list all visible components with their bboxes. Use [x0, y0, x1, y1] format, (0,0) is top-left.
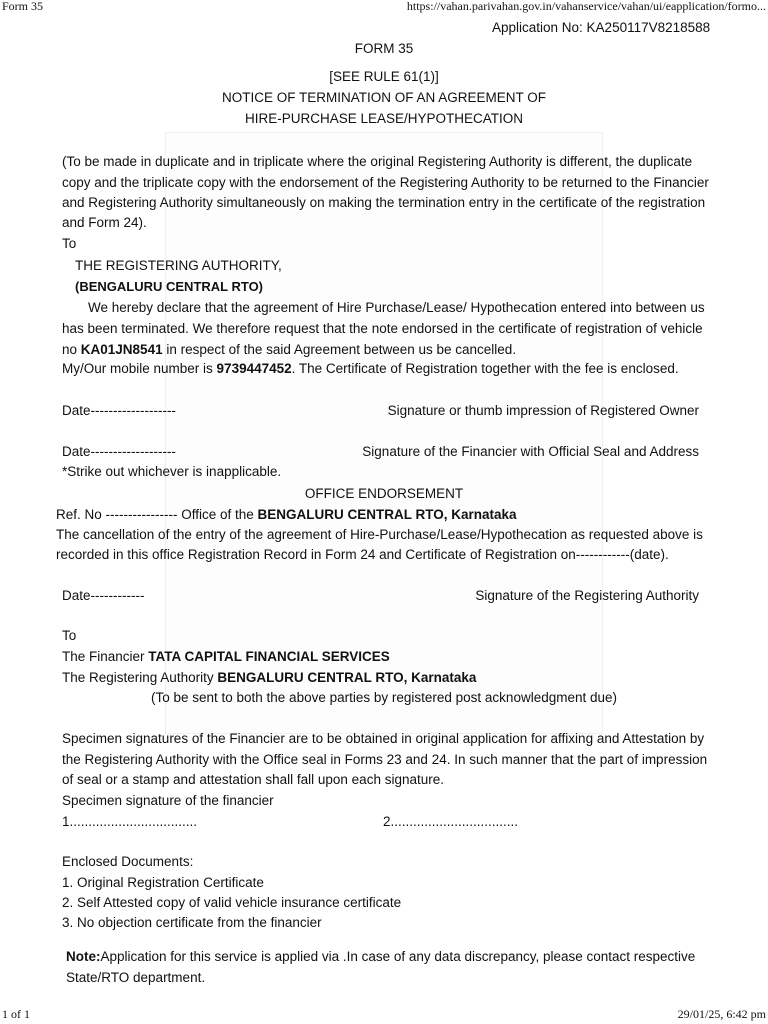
endorsement-line-1: The cancellation of the entry of the agreement of Hire-Purchase/Lease/Hypothecation as requested above is — [56, 527, 703, 542]
endorsement-office: BENGALURU CENTRAL RTO, Karnataka — [257, 507, 517, 522]
authority-line-1: THE REGISTERING AUTHORITY, — [75, 258, 282, 273]
specimen-label: Specimen signature of the financier — [62, 793, 274, 808]
print-footer-timestamp: 29/01/25, 6:42 pm — [677, 1007, 766, 1021]
intro-line-2: copy and the triplicate copy with the endorsement of the Registering Authority to be returned to the Financier — [62, 175, 709, 190]
declaration-line-1: We hereby declare that the agreement of Hire Purchase/Lease/ Hypothecation entered into between us — [88, 300, 705, 315]
financier-name: TATA CAPITAL FINANCIAL SERVICES — [148, 649, 390, 664]
mobile-suffix: . The Certificate of Registration together with the fee is enclosed. — [291, 361, 679, 376]
specimen-signature-2: 2.................................. — [383, 814, 519, 829]
declaration-line-3-prefix: no — [62, 342, 81, 357]
endorsement-line-2: recorded in this office Registration Record in Form 24 and Certificate of Registration on------------(date). — [56, 547, 669, 562]
recipient-financier-prefix: The Financier — [62, 649, 149, 664]
declaration-line-2: has been terminated. We therefore request that the note endorsed in the certificate of registration of vehicle — [62, 321, 703, 336]
recipient-authority-name: BENGALURU CENTRAL RTO, Karnataka — [217, 670, 477, 685]
declaration-line-3 — [62, 342, 516, 357]
print-header-url: https://vahan.parivahan.gov.in/vahanservice/vahan/ui/eapplication/formo... — [406, 0, 766, 13]
post-note: (To be sent to both the above parties by registered post acknowledgment due) — [150, 690, 618, 705]
note-text-1: Application for this service is applied via .In case of any data discrepancy, please contact respective — [100, 949, 696, 964]
to-label: To — [62, 236, 77, 251]
intro-line-4: and Form 24). — [62, 215, 147, 230]
specimen-line-3: of seal or a stamp and attestation shall fall upon each signature. — [62, 772, 444, 787]
mobile-prefix: My/Our mobile number is — [62, 361, 217, 376]
form-subtitle-2: HIRE-PURCHASE LEASE/HYPOTHECATION — [244, 111, 524, 126]
note-label: Note: — [66, 949, 101, 964]
recipients-to: To — [62, 628, 77, 643]
print-header-title: Form 35 — [2, 0, 44, 13]
financier-signature: Signature of the Financier with Official Seal and Address — [362, 444, 699, 459]
form-rule: [SEE RULE 61(1)] — [329, 69, 439, 84]
endorsement-title: OFFICE ENDORSEMENT — [304, 486, 464, 501]
form-title: FORM 35 — [354, 41, 414, 56]
intro-line-3: and Registering Authority simultaneously on making the termination entry in the certificate of the registration — [62, 195, 706, 210]
ref-prefix: Ref. No ---------------- Office of the — [56, 507, 258, 522]
enclosed-item: 3. No objection certificate from the financier — [62, 915, 322, 930]
recipient-authority-prefix: The Registering Authority — [62, 670, 218, 685]
form-subtitle-1: NOTICE OF TERMINATION OF AN AGREEMENT OF — [221, 90, 547, 105]
watermark-box — [162, 132, 603, 734]
specimen-line-1: Specimen signatures of the Financier are to be obtained in original application for affixing and Attestation by — [62, 731, 705, 746]
authority-line-2: (BENGALURU CENTRAL RTO) — [75, 279, 264, 294]
financier-date: Date------------------- — [62, 444, 176, 459]
print-footer-page: 1 of 1 — [2, 1007, 30, 1021]
recipient-financier — [62, 649, 390, 664]
enclosed-title: Enclosed Documents: — [62, 854, 194, 869]
owner-signature: Signature or thumb impression of Registered Owner — [387, 403, 699, 418]
mobile-line — [62, 361, 679, 376]
specimen-signature-1: 1.................................. — [62, 814, 198, 829]
intro-line-1: (To be made in duplicate and in triplicate where the original Registering Authority is different, the duplicate — [62, 154, 693, 169]
ref-line — [56, 507, 517, 522]
recipient-authority — [62, 670, 476, 685]
enclosed-item: 1. Original Registration Certificate — [62, 875, 264, 890]
declaration-line-3-suffix: in respect of the said Agreement between us be cancelled. — [162, 342, 517, 357]
authority-signature: Signature of the Registering Authority — [475, 588, 699, 603]
enclosed-item: 2. Self Attested copy of valid vehicle insurance certificate — [62, 895, 402, 910]
strike-note: *Strike out whichever is inapplicable. — [62, 464, 282, 479]
specimen-line-2: the Registering Authority with the Office seal in Forms 23 and 24. In such manner that the part of impression — [62, 752, 708, 767]
endorsement-date: Date------------ — [62, 588, 145, 603]
vehicle-number: KA01JN8541 — [80, 342, 163, 357]
note-line-2: State/RTO department. — [66, 970, 206, 985]
mobile-number: 9739447452 — [216, 361, 292, 376]
note-line-1 — [66, 949, 695, 964]
application-number: Application No: KA250117V8218588 — [492, 20, 711, 35]
owner-date: Date------------------- — [62, 403, 176, 418]
